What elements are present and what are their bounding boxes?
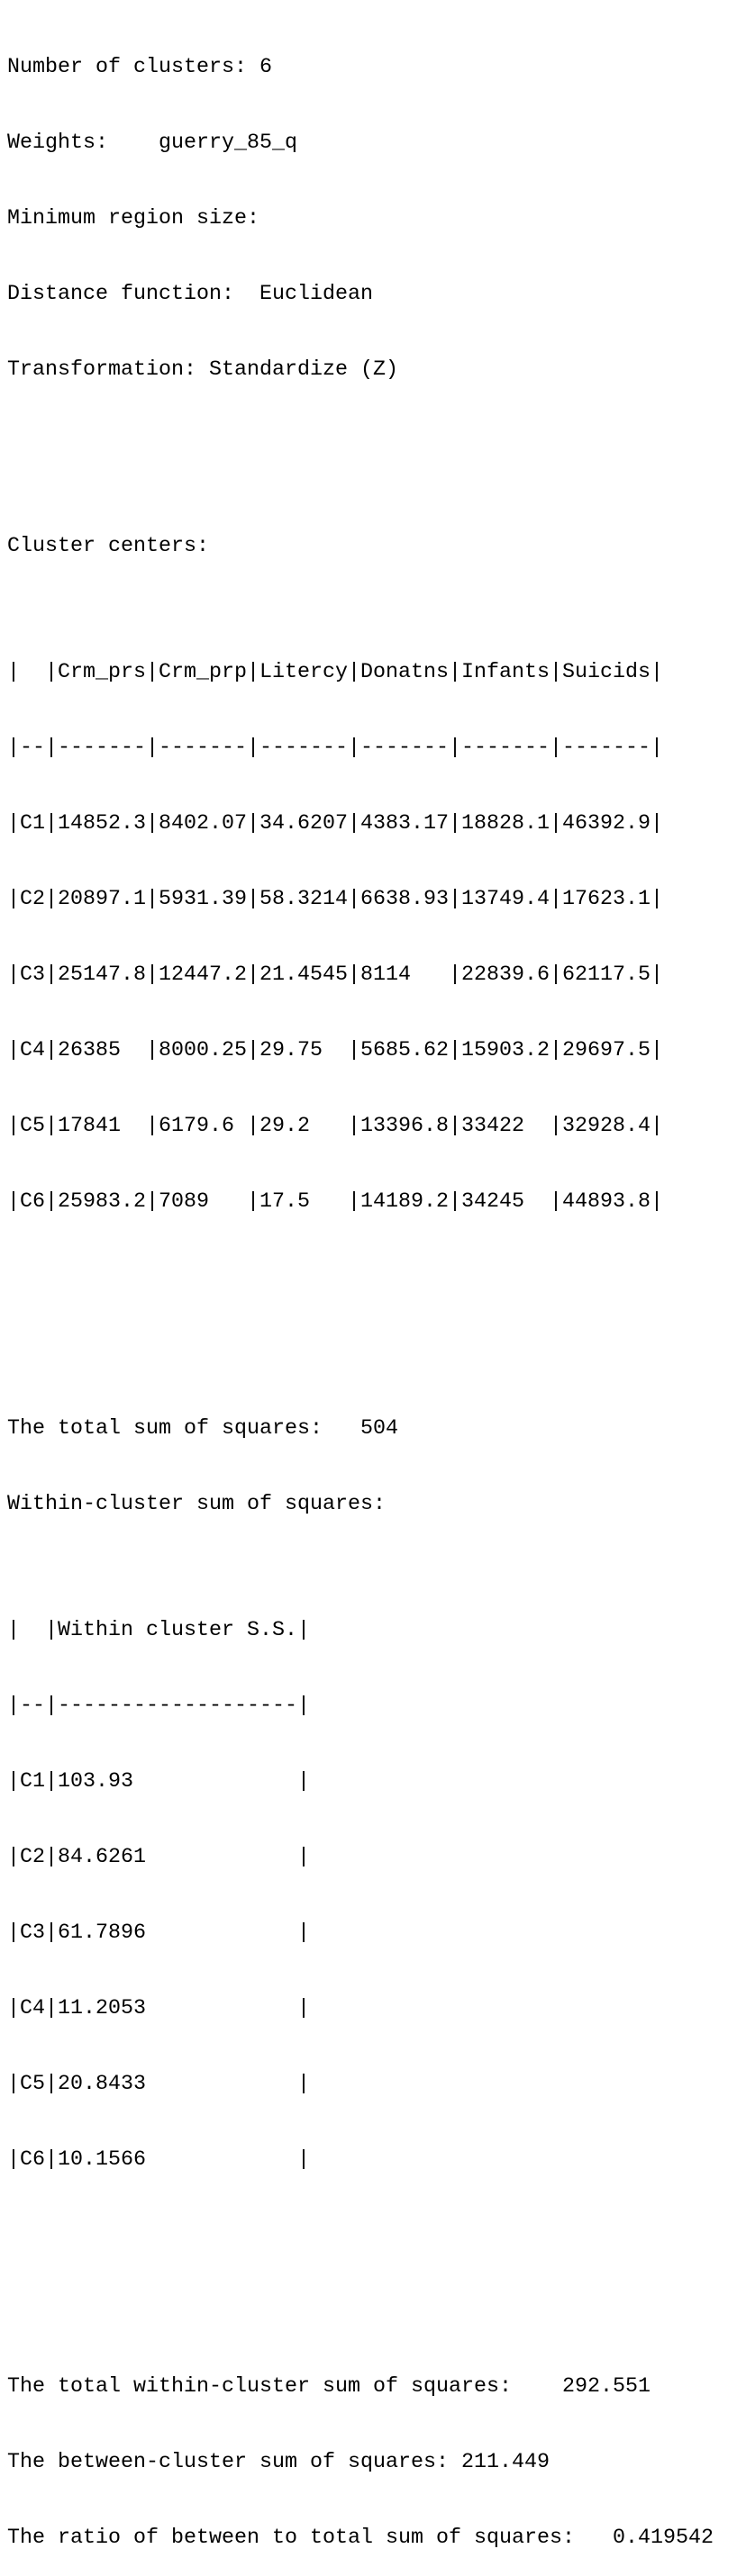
within-header-row: | |Within cluster S.S.| [7,1619,310,1642]
within-ss-title: Within-cluster sum of squares: [7,1493,386,1516]
min-region-line: Minimum region size: [7,207,259,230]
between-ss-line: The between-cluster sum of squares: 211.449 [7,2451,550,2474]
total-within-ss-line: The total within-cluster sum of squares: 292.551 [7,2375,651,2399]
within-row-c3: |C3|61.7896 | [7,1921,310,1945]
centers-row-c1: |C1|14852.3|8402.07|34.6207|4383.17|18828.1|46392.9| [7,812,663,836]
cluster-centers-title: Cluster centers: [7,535,209,558]
within-separator: |--|-------------------| [7,1695,310,1718]
spacer [7,2273,714,2299]
num-clusters-line: Number of clusters: 6 [7,56,272,79]
centers-row-c5: |C5|17841 |6179.6 |29.2 |13396.8|33422 |32928.4| [7,1115,663,1138]
clustering-report [7,5,714,2576]
centers-row-c2: |C2|20897.1|5931.39|58.3214|6638.93|13749.4|17623.1| [7,888,663,911]
centers-row-c3: |C3|25147.8|12447.2|21.4545|8114 |22839.6|62117.5| [7,963,663,987]
transformation-line: Transformation: Standardize (Z) [7,358,398,382]
within-row-c5: |C5|20.8433 | [7,2073,310,2096]
ratio-line: The ratio of between to total sum of squares: 0.419542 [7,2526,714,2550]
spacer [7,1315,714,1341]
centers-separator: |--|-------|-------|-------|-------|-------|-------| [7,737,663,760]
total-ss-line: The total sum of squares: 504 [7,1417,398,1441]
cluster-centers-table [7,610,714,1265]
within-row-c6: |C6|10.1566 | [7,2148,310,2172]
distance-line: Distance function: Euclidean [7,283,373,306]
within-row-c1: |C1|103.93 | [7,1770,310,1794]
spacer [7,433,714,458]
within-ss-table [7,1568,714,2223]
within-row-c4: |C4|11.2053 | [7,1997,310,2020]
weights-line: Weights: guerry_85_q [7,131,297,155]
centers-row-c6: |C6|25983.2|7089 |17.5 |14189.2|34245 |44893.8| [7,1190,663,1214]
within-row-c2: |C2|84.6261 | [7,1846,310,1869]
centers-row-c4: |C4|26385 |8000.25|29.75 |5685.62|15903.2|29697.5| [7,1039,663,1062]
centers-header-row: | |Crm_prs|Crm_prp|Litercy|Donatns|Infants|Suicids| [7,661,663,684]
